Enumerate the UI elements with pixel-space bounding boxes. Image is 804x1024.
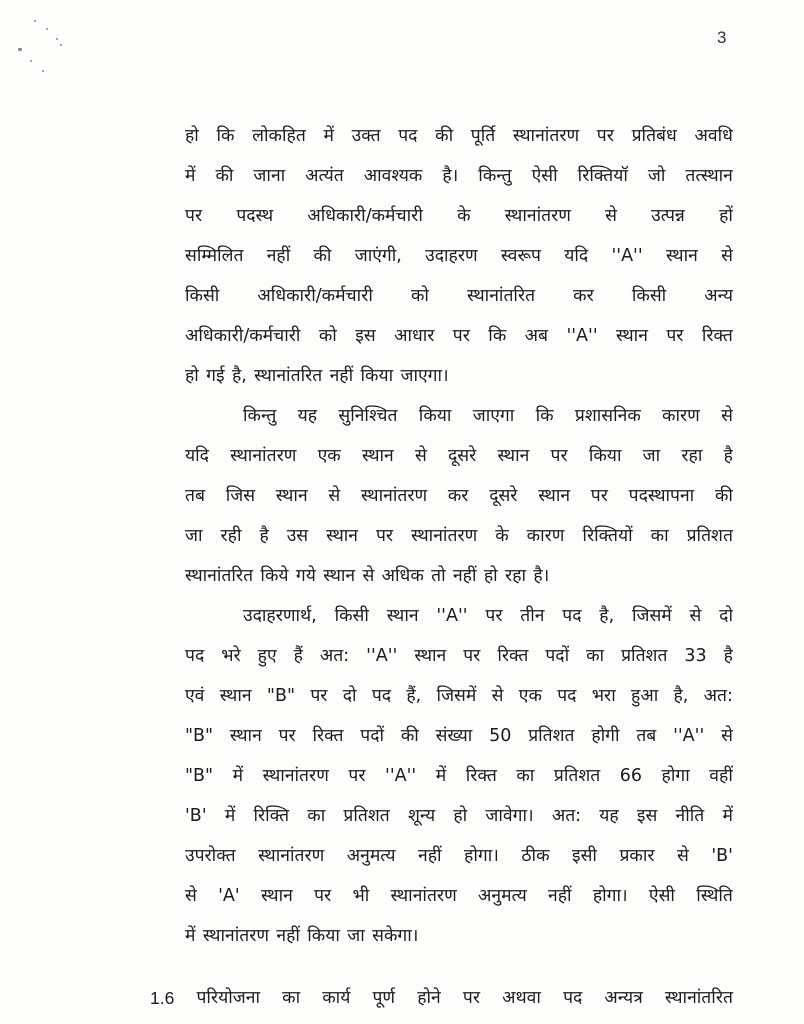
word: में [185, 166, 196, 186]
word: नहीं [266, 246, 291, 266]
word: पदों [360, 726, 385, 746]
word: हो [185, 126, 199, 146]
word: पदस्थ [236, 206, 274, 226]
word: अथवा [502, 988, 541, 1008]
word: ऐसी [648, 886, 675, 906]
word: पूर्ण [372, 988, 396, 1008]
word: रहा [681, 446, 703, 466]
word: ''A'' [673, 726, 705, 746]
word: पर [590, 486, 608, 506]
word: जाएंगी, [354, 246, 402, 266]
word: स्थान [275, 486, 308, 506]
word: स्थानांतरण [230, 446, 297, 466]
word: स्थानांतरण [202, 926, 270, 946]
word: अनुमत्य [346, 846, 396, 866]
word: गये [295, 566, 316, 586]
word: स्थानांतरण [512, 126, 580, 146]
word: नहीं [548, 886, 572, 906]
word: अधिकारी/कर्मचारी [257, 286, 373, 306]
word: ''A'' [611, 246, 643, 266]
word: हों [719, 206, 733, 226]
word: शून्य [407, 806, 436, 826]
word: जिसमें [436, 686, 477, 706]
word: से [185, 886, 197, 906]
word: पर [463, 646, 481, 666]
text-line [185, 756, 733, 796]
word: में [435, 766, 447, 786]
word: स्थान [538, 486, 571, 506]
word: पद [398, 126, 418, 146]
text-line [185, 556, 733, 596]
word: का [516, 766, 535, 786]
word: सम्मिलित [185, 246, 244, 266]
word: 33 [684, 646, 707, 666]
word: उस [286, 526, 309, 546]
word: उत्पन्न [651, 206, 685, 226]
word: कर [573, 286, 594, 306]
word: पर [596, 126, 614, 146]
word: इस [636, 806, 658, 826]
word: 'A' [218, 886, 240, 906]
word: जाना [253, 166, 286, 186]
word: पर [185, 206, 203, 226]
word: है। [533, 566, 550, 586]
word: स्थानांतरण [411, 526, 478, 546]
word: किया [307, 926, 340, 946]
text-line [185, 716, 733, 756]
word: स्थान [497, 446, 530, 466]
word: होगा। [464, 846, 499, 866]
text-line [185, 316, 733, 356]
text-line [185, 476, 733, 516]
word: जिस [225, 486, 256, 506]
word: लोकहित [252, 126, 306, 146]
word: प्रतिशत [553, 766, 601, 786]
word: किसी [334, 606, 369, 626]
word: अत: [319, 646, 350, 666]
word: का [650, 526, 669, 546]
word: कर [447, 486, 469, 506]
word: तब [636, 726, 657, 746]
word: अधिकारी/कर्मचारी [307, 206, 423, 226]
word: स्थिति [696, 886, 733, 906]
word: में [232, 766, 244, 786]
text-line [185, 676, 733, 716]
word: की [313, 246, 332, 266]
word: में [224, 806, 236, 826]
word: पर [278, 726, 296, 746]
word: किसी [631, 286, 667, 306]
word: से [414, 446, 427, 466]
word: ऐसी [531, 166, 558, 186]
word: स्थान [260, 886, 293, 906]
text-line [185, 276, 733, 316]
word: उक्त [351, 126, 381, 146]
text-line [185, 356, 733, 396]
word: की [400, 726, 419, 746]
word: पर [348, 766, 366, 786]
word: यदि [185, 446, 209, 466]
word: प्रतिशत [343, 806, 390, 826]
word: 'B' [711, 846, 733, 866]
word: से [721, 726, 733, 746]
word: रिक्त [312, 726, 344, 746]
word: अवधि [694, 126, 733, 146]
text-line [185, 436, 733, 476]
word: किन्तु [243, 406, 277, 426]
word: स्थानांतरित [254, 366, 323, 386]
section-number: 1.6 [150, 988, 175, 1008]
word: स्थानांतरण [390, 886, 457, 906]
word: तो [431, 566, 446, 586]
word: हुआ [631, 686, 659, 706]
word: हो [185, 366, 199, 386]
word: स्थान [326, 526, 358, 546]
word: को [410, 286, 429, 306]
word: से [491, 686, 504, 706]
word: अब [524, 326, 549, 346]
word: भरा [591, 686, 616, 706]
word: स्थान [616, 326, 648, 346]
word: है। [442, 166, 459, 186]
word: जो [647, 166, 666, 186]
word: है, [599, 606, 615, 626]
word: की [435, 126, 454, 146]
word: पूर्ति [470, 126, 496, 146]
word: अनुमत्य [477, 886, 527, 906]
word: इसी [572, 846, 597, 866]
paragraph [185, 116, 733, 396]
word: परियोजना [196, 988, 260, 1008]
word: रिक्तियॉ [577, 166, 628, 186]
word: "B" [266, 686, 296, 706]
word: हैं [293, 646, 303, 666]
text-line [185, 596, 733, 636]
word: के [495, 526, 509, 546]
word: हो [483, 566, 498, 586]
word: पदस्थापना [628, 486, 695, 506]
word: होगी [591, 726, 620, 746]
word: जावेगा। [485, 806, 534, 826]
word: हैं, [406, 686, 422, 706]
word: अन्यत्र [604, 988, 643, 1008]
word: का [282, 988, 301, 1008]
word: से [721, 406, 733, 426]
page-number: 3 [717, 28, 727, 47]
word: प्रतिशत [621, 646, 668, 666]
word: पर [310, 686, 328, 706]
text-line [185, 196, 733, 236]
word: स्थान [323, 566, 356, 586]
word: कि [216, 126, 235, 146]
word: है [723, 646, 733, 666]
word: पर [666, 326, 684, 346]
word: स्थानांतरण [258, 846, 325, 866]
word: का [307, 806, 326, 826]
word: है, [231, 366, 247, 386]
word: जिसमें [631, 606, 672, 626]
word: सकेगा। [372, 926, 419, 946]
word: रहा [505, 566, 527, 586]
word: प्रकार [619, 846, 655, 866]
word: की [714, 486, 733, 506]
word: स्थानांतरण [360, 486, 428, 506]
word: किया [360, 366, 394, 386]
word: पद [371, 686, 392, 706]
word: नहीं [276, 926, 300, 946]
word: है [259, 526, 269, 546]
word: एवं [185, 686, 205, 706]
word: किन्तु [478, 166, 512, 186]
word: किये [260, 566, 289, 586]
word: प्रतिशत [686, 526, 733, 546]
word: पर [314, 886, 332, 906]
word: "B" [185, 766, 214, 786]
word: होने [417, 988, 441, 1008]
word: से [328, 486, 341, 506]
word: कि [488, 326, 507, 346]
word: पद [185, 646, 205, 666]
word: रिक्त [497, 646, 529, 666]
word: जा [347, 926, 365, 946]
word: पद [563, 988, 583, 1008]
word: स्थानांतरित [185, 566, 254, 586]
word: सुनिश्चित [338, 406, 398, 426]
word: पर [485, 606, 503, 626]
word: से [677, 846, 689, 866]
word: उदाहरण [425, 246, 478, 266]
text-line [185, 116, 733, 156]
text-line [185, 236, 733, 276]
word: स्थानांतरित [467, 286, 536, 306]
word: को [318, 326, 337, 346]
word: रिक्ति [253, 806, 290, 826]
text-line [185, 396, 733, 436]
word: इस [355, 326, 376, 346]
word: ''A'' [385, 766, 417, 786]
word: ''A'' [566, 326, 598, 346]
word: आवश्यक [363, 166, 423, 186]
word: स्थानांतरित [664, 988, 733, 1008]
word: है, [673, 686, 689, 706]
word: भी [352, 886, 370, 906]
text-line [185, 916, 733, 956]
word: जा [185, 526, 203, 546]
word: यह [599, 806, 619, 826]
word: नीति [675, 806, 705, 826]
word: नहीं [329, 366, 354, 386]
text-line [185, 876, 733, 916]
word: किया [588, 446, 622, 466]
word: से [362, 566, 375, 586]
word: पर [375, 526, 394, 546]
word: 'B' [185, 806, 207, 826]
word: पद [562, 606, 582, 626]
word: की [215, 166, 234, 186]
word: पर [550, 446, 568, 466]
word: में [185, 926, 196, 946]
word: में [323, 126, 334, 146]
word: अत: [551, 806, 582, 826]
word: से [689, 606, 702, 626]
word: का [586, 646, 605, 666]
text-line [185, 636, 733, 676]
word: से [605, 206, 617, 226]
text-line [185, 516, 733, 556]
word: प्रतिबंध [631, 126, 677, 146]
word: से [721, 246, 733, 266]
word: वहीं [709, 766, 733, 786]
word: उपरोक्त [185, 846, 236, 866]
word: रिक्त [701, 326, 733, 346]
word: अन्य [704, 286, 733, 306]
word: संख्या [435, 726, 473, 746]
paragraph [185, 596, 733, 956]
word: जाएगा। [400, 366, 449, 386]
word: कि [535, 406, 554, 426]
word: रिक्तियों [582, 526, 633, 546]
paragraph [185, 396, 733, 596]
word: पर [462, 988, 480, 1008]
word: आधार [394, 326, 435, 346]
word: 50 [489, 726, 512, 746]
word: पद [557, 686, 577, 706]
word: प्रतिशत [528, 726, 575, 746]
word: जाएगा [472, 406, 515, 426]
word: स्थान [229, 726, 262, 746]
word: अधिकारी/कर्मचारी [185, 326, 301, 346]
word: स्थान [414, 646, 447, 666]
word: हो [453, 806, 468, 826]
word: होगा [661, 766, 690, 786]
word: कारण [662, 406, 700, 426]
word: रिक्त [465, 766, 497, 786]
text-line [185, 156, 733, 196]
word: है [723, 446, 733, 466]
word: कार्य [322, 988, 351, 1008]
word: के [457, 206, 471, 226]
word: दो [342, 686, 357, 706]
word: "B" [185, 726, 214, 746]
word: दूसरे [489, 486, 518, 506]
word: यदि [564, 246, 589, 266]
text-line [185, 796, 733, 836]
word: भरे [221, 646, 241, 666]
word: स्थान [386, 606, 419, 626]
word: एक [518, 686, 542, 706]
word: तीन [520, 606, 545, 626]
word: होगा। [592, 886, 628, 906]
word: पदों [545, 646, 570, 666]
word: स्थान [219, 686, 252, 706]
word: किसी [185, 286, 220, 306]
word: जा [642, 446, 661, 466]
word: रही [220, 526, 242, 546]
word: उदाहरणार्थ, [243, 606, 317, 626]
word: में [722, 806, 733, 826]
text-line [185, 836, 733, 876]
word: अत्यंत [305, 166, 344, 186]
word: अत: [703, 686, 733, 706]
word: स्थानांतरण [504, 206, 571, 226]
word: ''A'' [436, 606, 468, 626]
word: दो [719, 606, 733, 626]
word: पर [452, 326, 470, 346]
word: कारण [526, 526, 565, 546]
scan-specks [14, 16, 84, 86]
word: तब [185, 486, 205, 506]
word: नहीं [452, 566, 477, 586]
document-body [185, 116, 733, 956]
word: नहीं [418, 846, 442, 866]
word: हुए [257, 646, 277, 666]
section-heading-1-6 [150, 978, 733, 1018]
word: एक [317, 446, 341, 466]
word: तत्स्थान [685, 166, 733, 186]
word: किया [418, 406, 452, 426]
word: अधिक [381, 566, 424, 586]
word: स्वरूप [500, 246, 541, 266]
word: स्थान [665, 246, 698, 266]
word: प्रशासनिक [574, 406, 641, 426]
word: ठीक [521, 846, 550, 866]
word: दूसरे [447, 446, 477, 466]
word: स्थान [361, 446, 394, 466]
word: यह [297, 406, 318, 426]
word: ''A'' [366, 646, 398, 666]
word: स्थानांतरण [262, 766, 329, 786]
word: गई [206, 366, 225, 386]
word: 66 [619, 766, 643, 786]
